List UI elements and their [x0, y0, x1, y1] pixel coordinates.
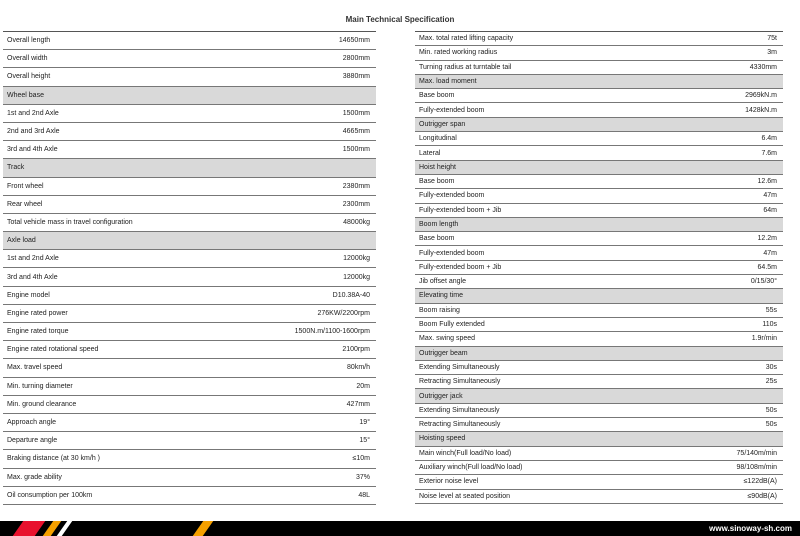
spec-row: [415, 375, 783, 389]
spec-value: 2969kN.m: [745, 92, 777, 100]
spec-value: 19°: [359, 419, 370, 427]
spec-label: Max. travel speed: [7, 364, 63, 372]
spec-row: [3, 68, 376, 86]
spec-label: Longitudinal: [419, 135, 457, 143]
spec-label: Retracting Simultaneously: [419, 378, 501, 386]
spec-row: [415, 146, 783, 160]
spec-row: [415, 103, 783, 117]
spec-label: Extending Simultaneously: [419, 363, 500, 371]
spec-label: Boom length: [419, 221, 459, 228]
spec-label: Fully-extended boom: [419, 192, 485, 200]
spec-value: 276KW/2200rpm: [317, 309, 370, 317]
spec-row: [415, 204, 783, 218]
section-header-row: [415, 389, 783, 403]
spec-value: 12000kg: [343, 273, 370, 281]
spec-value: 14650mm: [338, 37, 370, 45]
spec-row: [415, 304, 783, 318]
left-spec-table: [3, 31, 376, 505]
spec-value: 64m: [763, 206, 777, 214]
section-header-row: [415, 347, 783, 361]
spec-label: Hoist height: [419, 163, 456, 171]
spec-label: Main winch(Full load/No load): [419, 449, 512, 457]
spec-value: ≤10m: [352, 455, 370, 463]
spec-value: 110s: [762, 321, 777, 329]
spec-value: 3m: [767, 49, 777, 57]
spec-row: [3, 196, 376, 214]
spec-label: Engine rated power: [7, 309, 68, 317]
spec-label: Track: [7, 164, 25, 172]
spec-row: [3, 268, 376, 286]
spec-label: Fully-extended boom: [419, 249, 485, 257]
spec-label: Approach angle: [7, 419, 57, 427]
spec-label: Min. rated working radius: [419, 49, 498, 57]
spec-value: 30s: [765, 363, 777, 371]
section-header-row: [415, 118, 783, 132]
spec-value: 47m: [763, 192, 777, 200]
spec-label: 1st and 2nd Axle: [7, 255, 59, 263]
spec-row: [415, 318, 783, 332]
spec-label: Outrigger beam: [419, 349, 468, 357]
spec-value: 4665mm: [342, 128, 370, 136]
spec-value: 0/15/30°: [750, 278, 777, 286]
spec-value: 1500mm: [342, 109, 370, 117]
spec-value: 75/140m/min: [736, 449, 777, 457]
spec-value: 2380mm: [342, 182, 370, 190]
spec-label: Boom Fully extended: [419, 321, 485, 329]
spec-value: 12.2m: [757, 235, 777, 243]
spec-row: [415, 418, 783, 432]
spec-label: Max. load moment: [419, 78, 477, 86]
section-header-row: [415, 289, 783, 303]
spec-value: ≤90dB(A): [747, 492, 777, 500]
section-header-row: [415, 75, 783, 89]
section-header-row: [415, 218, 783, 232]
spec-label: Total vehicle mass in travel configuration: [7, 218, 133, 226]
spec-value: 4330mm: [749, 63, 777, 71]
spec-label: Min. turning diameter: [7, 382, 73, 390]
spec-value: 20m: [356, 382, 370, 390]
spec-label: Elevating time: [419, 292, 463, 300]
spec-row: [3, 396, 376, 414]
spec-row: [3, 305, 376, 323]
spec-row: [3, 105, 376, 123]
spec-row: [415, 132, 783, 146]
spec-label: Overall height: [7, 73, 51, 81]
spec-label: Fully-extended boom: [419, 106, 485, 114]
spec-value: 7.6m: [761, 149, 777, 157]
spec-label: Max. grade ability: [7, 473, 62, 481]
footer-url: www.sinoway-sh.com: [709, 524, 792, 533]
spec-label: Fully-extended boom + Jib: [419, 263, 502, 271]
spec-row: [3, 32, 376, 50]
spec-row: [3, 50, 376, 68]
spec-row: [3, 178, 376, 196]
spec-label: Lateral: [419, 149, 441, 157]
spec-value: 64.5m: [757, 263, 777, 271]
spec-label: Jib offset angle: [419, 278, 466, 286]
spec-label: Engine rated torque: [7, 328, 69, 336]
spec-label: Extending Simultaneously: [419, 406, 500, 414]
section-header-row: [3, 232, 376, 250]
spec-label: Boom raising: [419, 306, 460, 314]
spec-label: Outrigger span: [419, 120, 466, 128]
section-header-row: [3, 159, 376, 177]
spec-label: Overall width: [7, 55, 48, 63]
spec-value: ≤122dB(A): [743, 478, 777, 486]
spec-value: 48L: [358, 491, 370, 499]
spec-value: 1500N.m/1100-1600rpm: [294, 328, 370, 336]
spec-row: [415, 275, 783, 289]
spec-row: [3, 214, 376, 232]
spec-row: [3, 378, 376, 396]
spec-label: Hoisting speed: [419, 435, 466, 443]
spec-value: 1500mm: [342, 146, 370, 154]
spec-row: [415, 447, 783, 461]
spec-row: [415, 46, 783, 60]
section-header-row: [415, 161, 783, 175]
spec-value: 12000kg: [343, 255, 370, 263]
spec-label: Braking distance (at 30 km/h ): [7, 455, 100, 463]
spec-label: Engine model: [7, 291, 50, 299]
spec-value: 12.6m: [757, 178, 777, 186]
spec-row: [3, 469, 376, 487]
spec-value: 50s: [765, 406, 777, 414]
spec-label: Base boom: [419, 178, 455, 186]
spec-row: [415, 475, 783, 489]
spec-label: Oil consumption per 100km: [7, 491, 93, 499]
spec-row: [415, 461, 783, 475]
right-spec-table: [415, 31, 783, 504]
spec-row: [3, 141, 376, 159]
spec-label: Departure angle: [7, 437, 58, 445]
spec-value: 48000kg: [343, 218, 370, 226]
spec-row: [415, 246, 783, 260]
spec-value: 25s: [765, 378, 777, 386]
spec-row: [415, 261, 783, 275]
spec-value: 3880mm: [342, 73, 370, 81]
spec-row: [415, 404, 783, 418]
spec-row: [3, 287, 376, 305]
spec-row: [3, 123, 376, 141]
spec-label: Wheel base: [7, 91, 44, 99]
spec-row: [3, 487, 376, 505]
spec-label: Max. swing speed: [419, 335, 476, 343]
spec-value: 1428kN.m: [745, 106, 777, 114]
page-title: Main Technical Specification: [345, 15, 455, 24]
spec-label: 1st and 2nd Axle: [7, 109, 59, 117]
spec-label: Engine rated rotational speed: [7, 346, 99, 354]
spec-row: [415, 32, 783, 46]
spec-row: [3, 432, 376, 450]
spec-value: 2100rpm: [342, 346, 370, 354]
spec-row: [415, 189, 783, 203]
spec-value: D10.38A-40: [332, 291, 370, 299]
spec-value: 2300mm: [342, 200, 370, 208]
spec-value: 80km/h: [347, 364, 370, 372]
spec-label: Front wheel: [7, 182, 44, 190]
spec-row: [415, 175, 783, 189]
spec-label: Exterior noise level: [419, 478, 479, 486]
spec-label: Min. ground clearance: [7, 400, 77, 408]
spec-label: Outrigger jack: [419, 392, 463, 400]
spec-value: 98/108m/min: [736, 464, 777, 472]
spec-label: Auxiliary winch(Full load/No load): [419, 464, 523, 472]
spec-row: [3, 450, 376, 468]
spec-row: [3, 414, 376, 432]
spec-label: Noise level at seated position: [419, 492, 511, 500]
spec-value: 6.4m: [761, 135, 777, 143]
spec-row: [3, 250, 376, 268]
spec-value: 37%: [355, 473, 370, 481]
spec-label: Turning radius at turntable tail: [419, 63, 512, 71]
spec-label: Overall length: [7, 37, 51, 45]
footer-band: [0, 521, 800, 536]
spec-row: [415, 361, 783, 375]
spec-label: Retracting Simultaneously: [419, 421, 501, 429]
spec-row: [3, 359, 376, 377]
spec-label: 3rd and 4th Axle: [7, 146, 58, 154]
spec-value: 55s: [765, 306, 777, 314]
spec-row: [415, 61, 783, 75]
spec-row: [3, 341, 376, 359]
spec-value: 2800mm: [342, 55, 370, 63]
spec-label: Base boom: [419, 92, 455, 100]
spec-row: [415, 232, 783, 246]
spec-value: 75t: [767, 35, 777, 43]
spec-value: 1.9r/min: [751, 335, 777, 343]
spec-row: [415, 89, 783, 103]
spec-label: Rear wheel: [7, 200, 43, 208]
spec-label: Base boom: [419, 235, 455, 243]
spec-value: 427mm: [346, 400, 370, 408]
section-header-row: [3, 87, 376, 105]
spec-label: Max. total rated lifting capacity: [419, 35, 514, 43]
section-header-row: [415, 432, 783, 446]
spec-value: 47m: [763, 249, 777, 257]
spec-value: 50s: [765, 421, 777, 429]
spec-label: 3rd and 4th Axle: [7, 273, 58, 281]
spec-label: Fully-extended boom + Jib: [419, 206, 502, 214]
spec-label: 2nd and 3rd Axle: [7, 128, 60, 136]
spec-row: [415, 332, 783, 346]
spec-value: 15°: [359, 437, 370, 445]
spec-row: [3, 323, 376, 341]
spec-label: Axle load: [7, 237, 36, 245]
spec-row: [415, 490, 783, 504]
